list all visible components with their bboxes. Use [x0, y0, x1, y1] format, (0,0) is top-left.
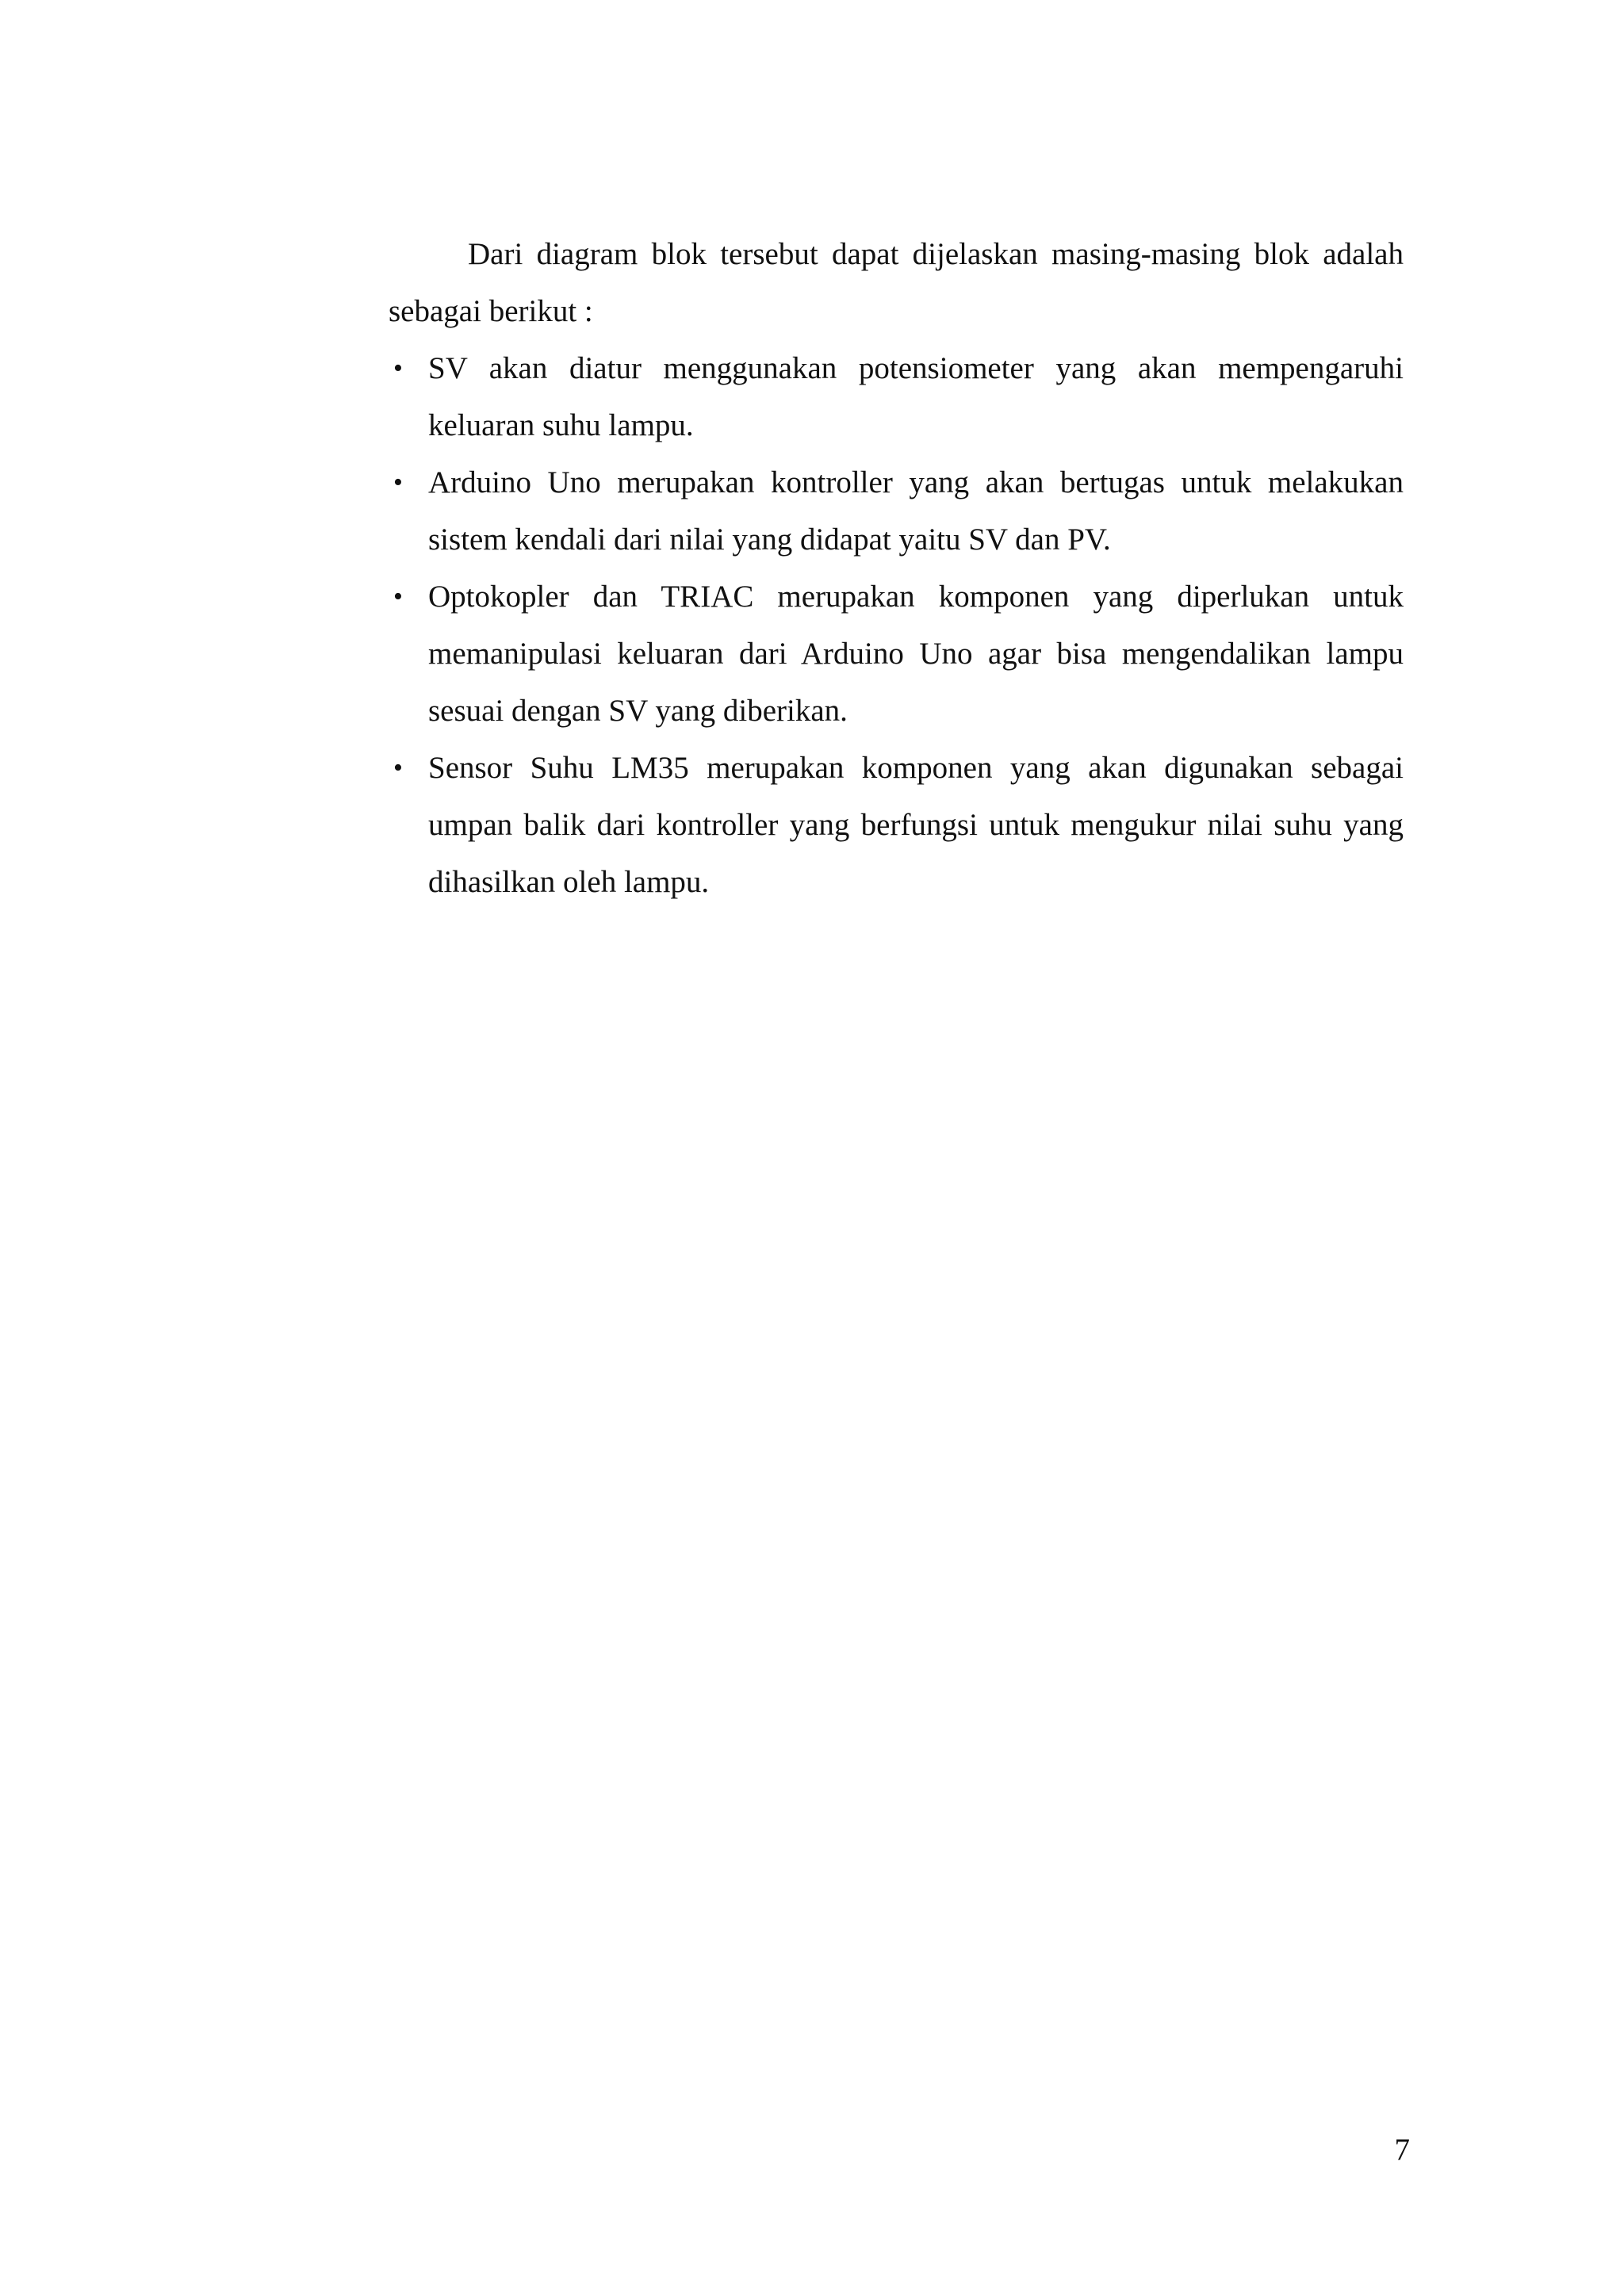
page-number: 7	[1394, 2133, 1410, 2167]
list-item-text: Sensor Suhu LM35 merupakan komponen yang akan digunakan sebagai umpan balik dari kontroller yang berfungsi untuk mengukur nilai suhu yang dihasilkan oleh lampu.	[428, 751, 1404, 899]
bullet-icon: •	[393, 354, 403, 383]
list-item-text: SV akan diatur menggunakan potensiometer yang akan mempengaruhi keluaran suhu lampu.	[428, 351, 1404, 442]
list-item	[389, 340, 1404, 454]
intro-paragraph: Dari diagram blok tersebut dapat dijelaskan masing-masing blok adalah sebagai berikut :	[389, 237, 1404, 328]
bullet-icon: •	[393, 582, 403, 611]
bullet-icon: •	[393, 468, 403, 497]
list-item	[389, 454, 1404, 568]
page-body	[389, 226, 1404, 911]
bullet-list	[389, 340, 1404, 911]
bullet-icon: •	[393, 753, 403, 783]
list-item-text: Optokopler dan TRIAC merupakan komponen yang diperlukan untuk memanipulasi keluaran dari Arduino Uno agar bisa mengendalikan lampu sesuai dengan SV yang diberikan.	[428, 580, 1404, 728]
list-item-text: Arduino Uno merupakan kontroller yang akan bertugas untuk melakukan sistem kendali dari nilai yang didapat yaitu SV dan PV.	[428, 465, 1404, 557]
list-item	[389, 740, 1404, 911]
list-item	[389, 568, 1404, 740]
